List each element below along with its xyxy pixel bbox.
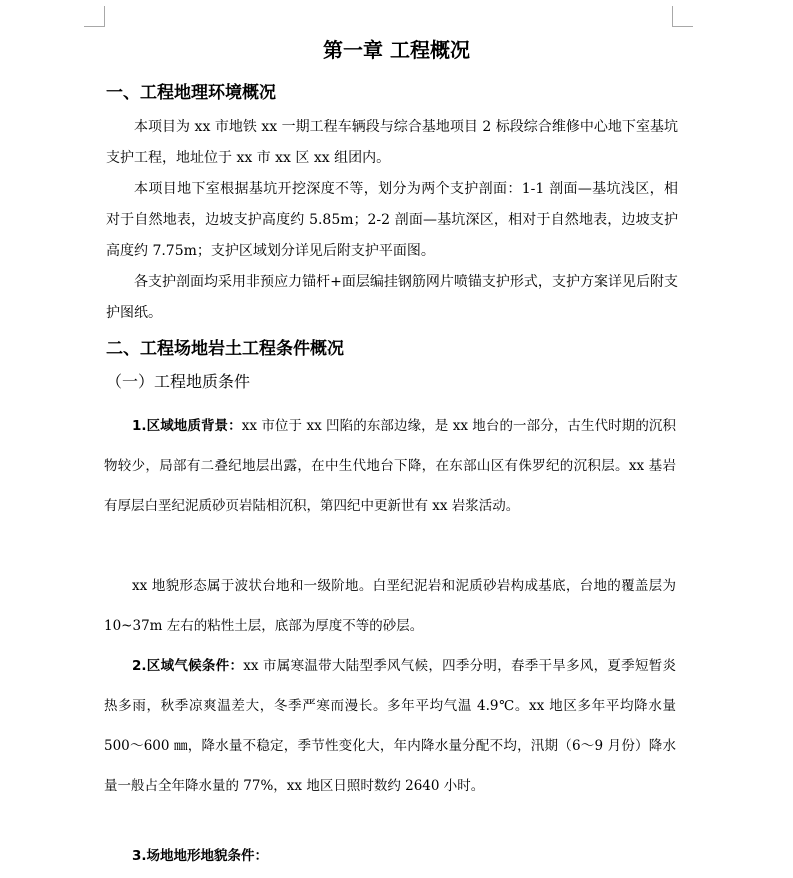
geology-item-landform-text: xx 地貌形态属于波状台地和一级阶地。白垩纪泥岩和泥质砂岩构成基底，台地的覆盖层为 10~37m 左右的粘性土层，底部为厚度不等的砂层。 xyxy=(104,578,676,634)
section1-paragraph-1: 本项目为 xx 市地铁 xx 一期工程车辆段与综合基地项目 2 标段综合维修中心地下室基坑支护工程，地址位于 xx 市 xx 区 xx 组团内。 xyxy=(106,119,678,166)
geology-item-2 xyxy=(104,646,676,806)
geology-item-3 xyxy=(104,836,676,876)
geology-item-3-lead: 3.场地地形地貌条件： xyxy=(132,848,269,864)
geology-item-1-lead: 1.区域地质背景： xyxy=(132,418,242,434)
section2-heading: 二、工程场地岩土工程条件概况 xyxy=(106,339,344,359)
geology-item-2-text: xx 市属寒温带大陆型季风气候，四季分明，春季干旱多风，夏季短暂炎热多雨，秋季凉爽温差大，冬季严寒而漫长。多年平均气温 4.9℃。xx 地区多年平均降水量 500～600 ㎜，降水量不稳定，季节性变化大，年内降水量分配不均，汛期（6～9 月份）降水量一般占全年降水量的 77%，xx 地区日照时数约 2640 小时。 xyxy=(104,658,676,794)
geology-item-1 xyxy=(104,406,676,526)
section2-subheading: （一）工程地质条件 xyxy=(106,372,251,391)
geology-item-1-text: xx 市位于 xx 凹陷的东部边缘，是 xx 地台的一部分，古生代时期的沉积物较少，局部有二叠纪地层出露，在中生代地台下降，在东部山区有侏罗纪的沉积层。xx 基岩有厚层白垩纪泥质砂页岩陆相沉积，第四纪中更新世有 xx 岩浆活动。 xyxy=(104,418,677,514)
section1-paragraph-2: 本项目地下室根据基坑开挖深度不等，划分为两个支护剖面：1-1 剖面—基坑浅区，相对于自然地表，边坡支护高度约 5.85m；2-2 剖面—基坑深区，相对于自然地表，边坡支护高度约 7.75m；支护区域划分详见后附支护平面图。 xyxy=(106,181,678,259)
geology-item-landform xyxy=(104,566,676,646)
geology-item-2-lead: 2.区域气候条件： xyxy=(132,658,244,674)
section1-paragraph-3: 各支护剖面均采用非预应力锚杆+面层编挂钢筋网片喷锚支护形式，支护方案详见后附支护图纸。 xyxy=(106,274,678,321)
page-corner-mark-right xyxy=(672,6,693,27)
page-corner-mark-left xyxy=(84,6,105,27)
chapter-title: 第一章 工程概况 xyxy=(323,38,470,62)
section1-heading: 一、工程地理环境概况 xyxy=(106,83,276,103)
